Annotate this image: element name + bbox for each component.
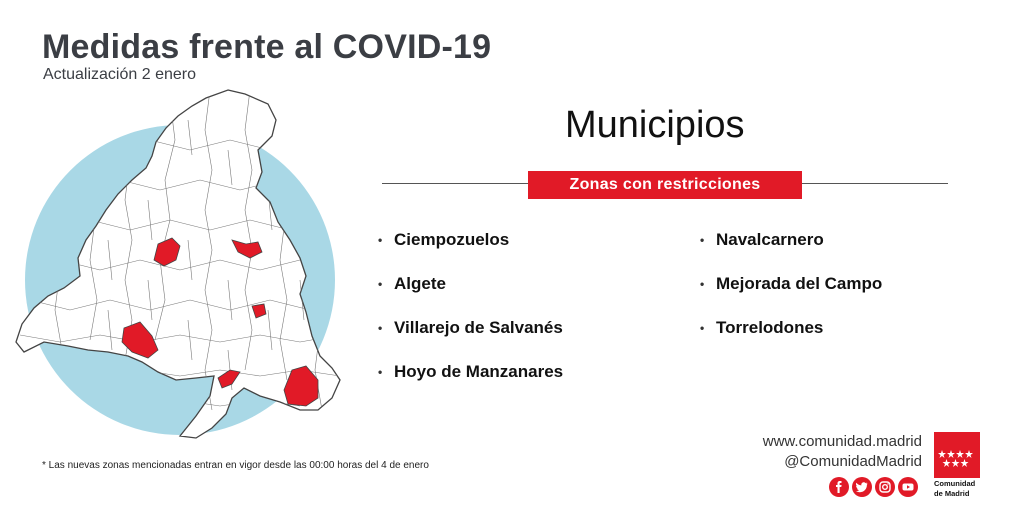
list-item — [378, 274, 563, 318]
divider-left — [382, 183, 528, 184]
bullet-icon: • — [378, 365, 383, 379]
bullet-icon: • — [700, 233, 705, 247]
youtube-icon[interactable] — [898, 477, 918, 497]
logo-text-line1: Comunidad — [934, 479, 976, 488]
municipality-name: Mejorada del Campo — [716, 274, 883, 293]
page-title: Medidas frente al COVID-19 — [42, 28, 492, 66]
section-title: Municipios — [565, 104, 745, 146]
list-item — [700, 230, 882, 274]
madrid-region-map — [0, 80, 383, 450]
municipality-name: Navalcarnero — [716, 230, 824, 249]
flag-icon — [934, 432, 980, 478]
municipality-list-left — [378, 230, 563, 406]
website-link[interactable]: www.comunidad.madrid — [762, 433, 922, 450]
bullet-icon: • — [378, 321, 383, 335]
instagram-icon[interactable] — [875, 477, 895, 497]
social-icons — [829, 477, 918, 497]
logo-text-line2: de Madrid — [934, 489, 970, 498]
list-item — [378, 318, 563, 362]
facebook-icon[interactable] — [829, 477, 849, 497]
municipality-name: Algete — [394, 274, 446, 293]
list-item — [700, 318, 882, 362]
list-item — [700, 274, 882, 318]
list-item — [378, 230, 563, 274]
bullet-icon: • — [378, 233, 383, 247]
comunidad-madrid-logo — [934, 432, 982, 498]
municipality-name: Hoyo de Manzanares — [394, 362, 564, 381]
municipality-name: Ciempozuelos — [394, 230, 510, 249]
municipality-list-right — [700, 230, 882, 362]
twitter-icon[interactable] — [852, 477, 872, 497]
bullet-icon: • — [700, 277, 705, 291]
update-date: Actualización 2 enero — [43, 66, 196, 83]
list-item — [378, 362, 563, 406]
restricted-zones-label: Zonas con restricciones — [528, 171, 802, 199]
divider-right — [802, 183, 948, 184]
municipality-name: Torrelodones — [716, 318, 824, 337]
contact-info — [763, 432, 922, 472]
municipality-name: Villarejo de Salvanés — [394, 318, 563, 337]
bullet-icon: • — [378, 277, 383, 291]
footnote: * Las nuevas zonas mencionadas entran en vigor desde las 00:00 horas del 4 de enero — [42, 460, 429, 471]
social-handle[interactable]: @ComunidadMadrid — [784, 453, 922, 470]
bullet-icon: • — [700, 321, 705, 335]
